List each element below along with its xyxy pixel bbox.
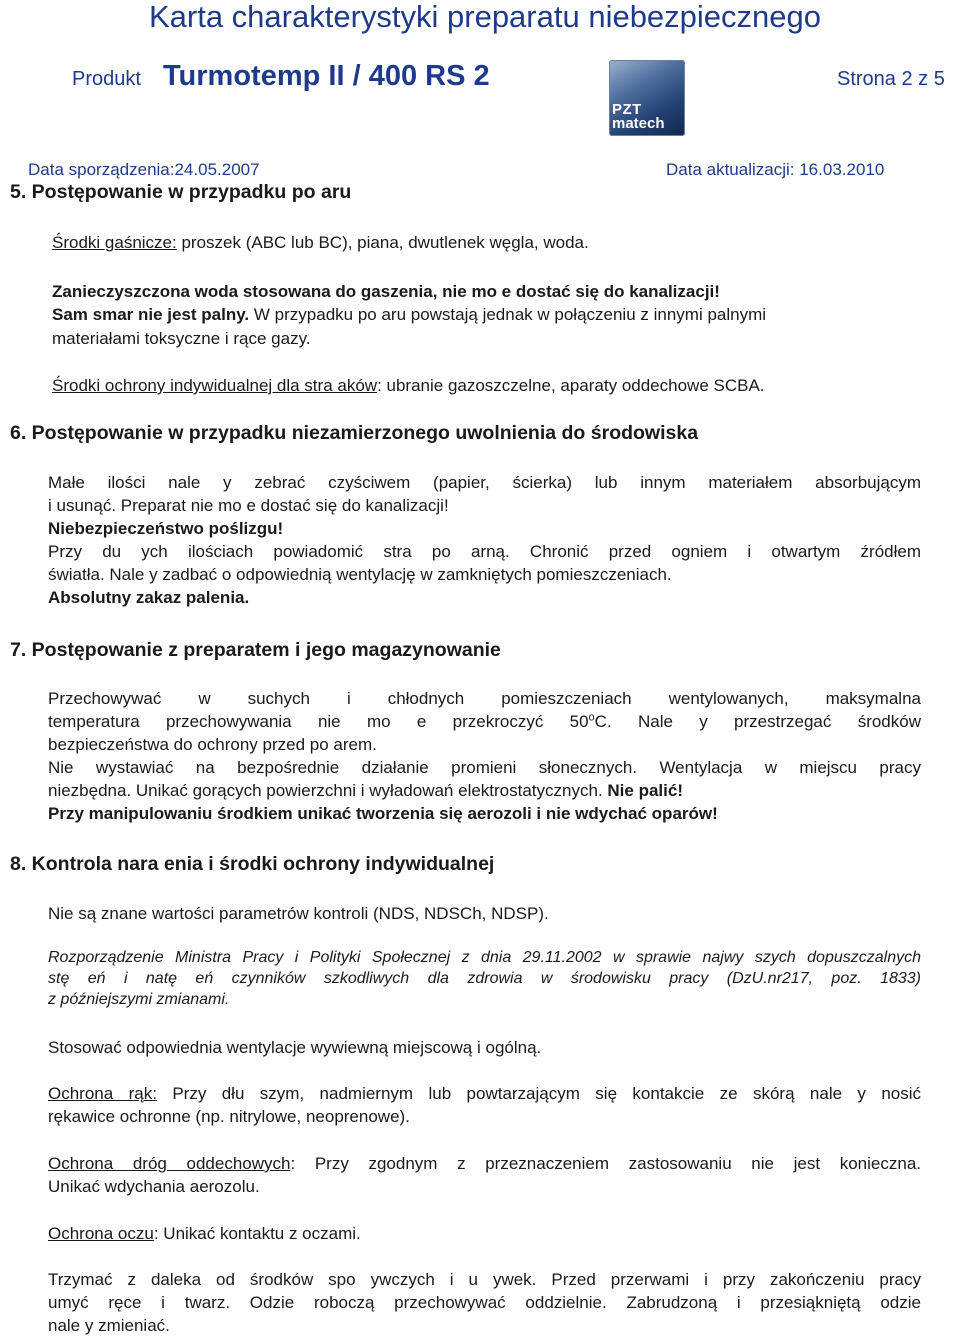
section-7-heading: 7. Postępowanie z preparatem i jego magazynowanie [10, 639, 501, 661]
page-number: Strona 2 z 5 [837, 68, 945, 90]
s7-line-5-text: niezbędna. Unikać gorących powierzchni i wyładowań elektrostatycznych. [48, 781, 603, 800]
s7-line-2-post: C. Nale y przestrzegać środków [594, 712, 921, 731]
respiratory-text-1: : Przy zgodnym z przeznaczeniem zastosowaniu nie jest konieczna. [290, 1154, 921, 1173]
hand-protection-line-1 [48, 1082, 921, 1105]
s6-line-2: i usunąć. Preparat nie mo e dostać się do kanalizacji! [48, 496, 449, 515]
exposure-limits: Nie są znane wartości parametrów kontroli (NDS, NDSCh, NDSP). [48, 904, 549, 923]
s7-line-1: Przechowywać w suchych i chłodnych pomieszczeniach wentylowanych, maksymalna [48, 689, 921, 708]
regulation-reference [48, 947, 921, 1010]
water-warning: Zanieczyszczona woda stosowana do gaszenia, nie mo e dostać się do kanalizacji! [52, 282, 720, 301]
hygiene-line-2: umyć ręce i twarz. Odzie roboczą przechowywać oddzielnie. Zabrudzoną i przesiąkniętą odzie [48, 1293, 921, 1312]
hand-protection [48, 1082, 921, 1128]
hand-protection-label: Ochrona rąk: [48, 1084, 157, 1103]
aerosol-warning: Przy manipulowaniu środkiem unikać tworzenia się aerozoli i nie wdychać oparów! [48, 804, 718, 823]
s6-line-4: Przy du ych ilościach powiadomić stra po arną. Chronić przed ogniem i otwartym źródłem [48, 542, 921, 561]
eye-protection-text: : Unikać kontaktu z oczami. [153, 1224, 361, 1243]
slip-warning: Niebezpieczeństwo poślizgu! [48, 519, 284, 538]
logo-text-line1: PZT [612, 101, 642, 118]
section-5-heading: 5. Postępowanie w przypadku po aru [10, 181, 352, 203]
ventilation-note: Stosować odpowiednia wentylacje wywiewną miejscową i ogólną. [48, 1038, 542, 1057]
s7-line-2 [48, 710, 921, 733]
eye-protection-label: Ochrona oczu [48, 1224, 154, 1243]
extinguishing-text: proszek (ABC lub BC), piana, dwutlenek węgla, woda. [176, 233, 589, 252]
extinguishing-label: Środki gaśnicze: [52, 233, 177, 252]
firefighter-ppe [52, 374, 765, 397]
date-updated: Data aktualizacji: 16.03.2010 [666, 160, 885, 179]
section-7-body [48, 687, 921, 825]
document-title: Karta charakterystyki preparatu niebezpiecznego [148, 0, 822, 34]
section-6-heading: 6. Postępowanie w przypadku niezamierzonego uwolnienia do środowiska [10, 422, 699, 444]
regulation-line-2: stę eń i natę eń czynników szkodliwych dla zdrowia w środowisku pracy (DzU.nr217, poz. 1833) [48, 970, 921, 987]
combustion-text-1: W przypadku po aru powstają jednak w połączeniu z innymi palnymi [249, 305, 767, 324]
eye-protection [48, 1222, 361, 1245]
regulation-line-3: z późniejszymi zmianami. [48, 991, 230, 1008]
section-6-body [48, 471, 921, 609]
s6-line-1: Małe ilości nale y zebrać czyściwem (papier, ścierka) lub innym materiałem absorbującym [48, 473, 921, 492]
firefighter-ppe-text: : ubranie gazoszczelne, aparaty oddechowe SCBA. [377, 376, 765, 395]
logo-text-line2: matech [612, 115, 665, 132]
hand-protection-text-1: Przy dłu szym, nadmiernym lub powtarzającym się kontakcie ze skórą nale y nosić [156, 1084, 922, 1103]
respiratory-text-2: Unikać wdychania aerozolu. [48, 1177, 260, 1196]
product-label: Produkt [72, 68, 141, 90]
degree-symbol: o [588, 711, 595, 724]
respiratory-line-1 [48, 1152, 921, 1175]
hygiene-line-1: Trzymać z daleka od środków spo ywczych i u ywek. Przed przerwami i przy zakończeniu pracy [48, 1270, 921, 1289]
combustion-text-2: materiałami toksyczne i rące gazy. [52, 329, 311, 348]
extinguishing-media [52, 231, 589, 254]
section-8-heading: 8. Kontrola nara enia i środki ochrony indywidualnej [10, 853, 495, 875]
s7-line-4: Nie wystawiać na bezpośrednie działanie promieni słonecznych. Wentylacja w miejscu pracy [48, 758, 921, 777]
non-flammable-note: Sam smar nie jest palny. [52, 305, 250, 324]
s6-line-5: światła. Nale y zadbać o odpowiednią wentylację w zamkniętych pomieszczeniach. [48, 565, 672, 584]
s7-line-5 [48, 779, 921, 802]
combustion-note [52, 303, 766, 326]
firefighter-ppe-label: Środki ochrony indywidualnej dla stra aków [52, 376, 378, 395]
s7-line-3: bezpieczeństwa do ochrony przed po arem. [48, 735, 377, 754]
hand-protection-text-2: rękawice ochronne (np. nitrylowe, neoprenowe). [48, 1107, 410, 1126]
no-smoking-warning: Absolutny zakaz palenia. [48, 588, 250, 607]
no-smoking-note: Nie palić! [602, 781, 683, 800]
product-name: Turmotemp II / 400 RS 2 [163, 60, 490, 92]
hygiene-line-3: nale y zmieniać. [48, 1316, 170, 1335]
date-created: Data sporządzenia:24.05.2007 [28, 160, 260, 179]
hygiene-measures [48, 1268, 921, 1337]
s7-line-2-pre: temperatura przechowywania nie mo e przekroczyć 50 [48, 712, 589, 731]
respiratory-protection [48, 1152, 921, 1198]
regulation-line-1: Rozporządzenie Ministra Pracy i Polityki Społecznej z dnia 29.11.2002 w sprawie najwy szych dopuszczalnych [48, 949, 921, 966]
respiratory-label: Ochrona dróg oddechowych [48, 1154, 291, 1173]
